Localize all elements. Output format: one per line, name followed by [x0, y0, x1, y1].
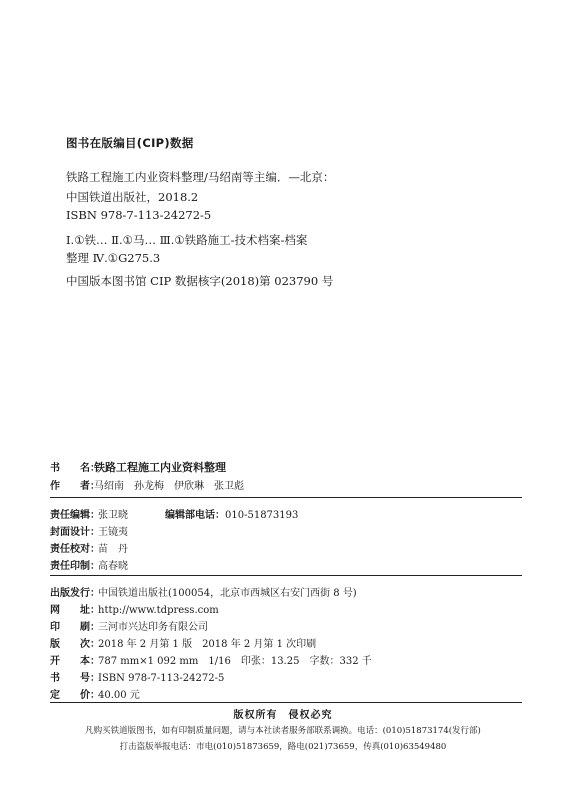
print-supervisor-label: 责任印制：: [50, 561, 100, 572]
cip-library-number: 中国版本图书馆 CIP 数据核字(2018)第 023790 号: [66, 274, 334, 288]
proofreader: 苗 丹: [98, 544, 128, 555]
editor: 张卫晓: [98, 510, 128, 521]
copyright-notice: 版权所有 侵权必究: [233, 710, 333, 721]
cip-isbn: ISBN 978-7-113-24272-5: [66, 208, 212, 222]
dept-phone: 010-51873193: [225, 510, 299, 521]
divider-3: [50, 702, 522, 703]
cip-publisher-line: 中国铁道出版社，2018.2: [66, 190, 199, 204]
divider-2: [50, 575, 522, 576]
edition-row: [50, 635, 316, 650]
printer: 三河市兴达印务有限公司: [98, 622, 208, 633]
publisher-row: [50, 584, 357, 599]
book-number-row: [50, 669, 224, 684]
website-label: 网 址：: [50, 605, 100, 616]
price: 40.00 元: [98, 690, 140, 701]
cip-classification-line-2: 整理 Ⅳ.①G275.3: [66, 251, 161, 265]
cip-classification-line-1: Ⅰ.①铁… Ⅱ.①马… Ⅲ.①铁路施工-技术档案-档案: [66, 233, 308, 247]
format-label: 开 本：: [50, 656, 100, 667]
format: 787 mm×1 092 mm 1/16 印张：13.25 字数：332 千: [98, 656, 372, 667]
website-row: [50, 601, 219, 616]
divider-1: [50, 497, 522, 498]
quality-notice: 凡购买铁道版图书，如有印制质量问题，请与本社读者服务部联系调换。电话：(010)51873174(发行部): [85, 726, 481, 736]
edition-label: 版 次：: [50, 639, 100, 650]
cip-heading: 图书在版编目(CIP)数据: [66, 136, 194, 150]
cip-title-line: 铁路工程施工内业资料整理/马绍南等主编．—北京：: [66, 170, 335, 184]
cover-design-row: [50, 523, 128, 538]
cover-designer: 王镜夷: [98, 527, 128, 538]
printer-label: 印 刷：: [50, 622, 100, 633]
price-label: 定 价：: [50, 690, 100, 701]
editor-label: 责任编辑：: [50, 510, 100, 521]
proofreader-label: 责任校对：: [50, 544, 100, 555]
authors: 马绍南 孙龙梅 伊欣琳 张卫彪: [94, 481, 244, 492]
book-title: 铁路工程施工内业资料整理: [94, 461, 226, 474]
edition: 2018 年 2 月第 1 版 2018 年 2 月第 1 次印刷: [98, 639, 317, 650]
authors-label: 作 者：: [50, 481, 100, 492]
price-row: [50, 686, 140, 701]
book-number-label: 书 号：: [50, 673, 100, 684]
proofreader-row: [50, 540, 128, 555]
book-title-label: 书 名：: [50, 463, 100, 474]
publisher-label: 出版发行：: [50, 588, 100, 599]
printer-row: [50, 618, 208, 633]
anti-piracy-notice: 打击盗版举报电话：市电(010)51873659，路电(021)73659，传真(010)63549480: [119, 742, 447, 752]
publisher: 中国铁道出版社(100054，北京市西城区右安门西街 8 号): [98, 588, 357, 599]
dept-phone-label: 编辑部电话：: [165, 510, 225, 521]
website: http://www.tdpress.com: [98, 605, 219, 616]
format-row: [50, 652, 372, 667]
cover-design-label: 封面设计：: [50, 527, 100, 538]
print-supervisor-row: [50, 557, 128, 572]
dept-phone-row: [165, 506, 298, 521]
book-title-row: [50, 459, 226, 475]
print-supervisor: 高春晓: [98, 561, 128, 572]
authors-row: [50, 477, 244, 492]
book-number: ISBN 978-7-113-24272-5: [98, 673, 225, 684]
editor-row: [50, 506, 128, 521]
